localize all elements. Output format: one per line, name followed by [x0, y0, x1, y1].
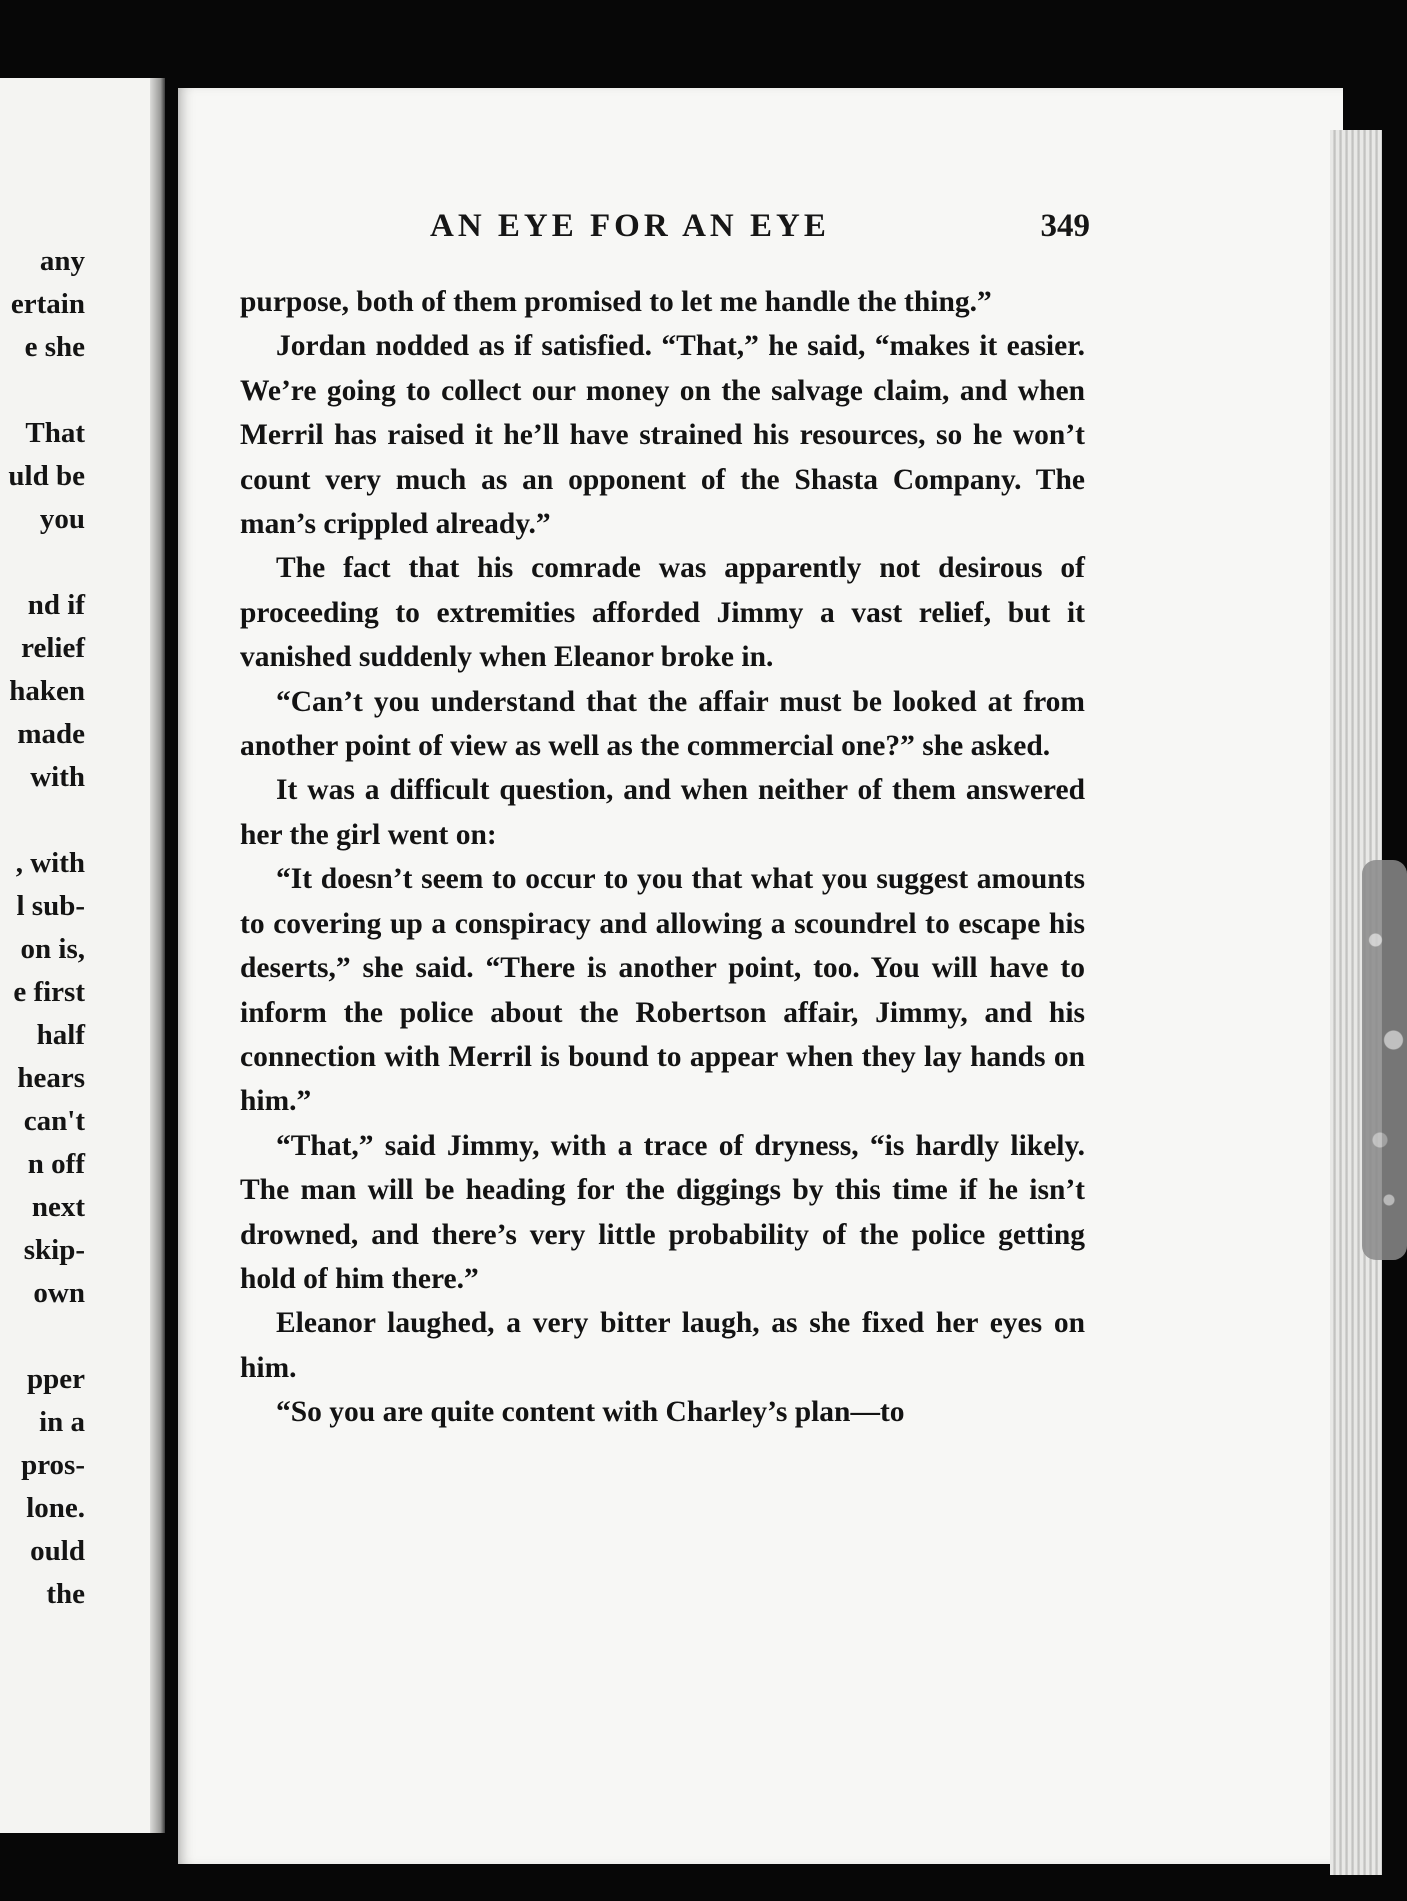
left-page-line: with: [30, 761, 85, 793]
paragraph: Jordan nodded as if satisfied. “That,” he said, “makes it easier. We’re going to collect our money on the salvage claim, and when Merril has raised it he’ll have strained his resources, so he won’t count very much as an opponent of the Shasta Company. The man’s crippled already.”: [240, 330, 1085, 541]
book-gutter: [150, 78, 165, 1833]
left-page-line: can't: [23, 1105, 85, 1137]
left-page-line: hears: [17, 1062, 85, 1094]
left-page-line: the: [46, 1578, 85, 1610]
paragraph: Eleanor laughed, a very bitter laugh, as she fixed her eyes on him.: [240, 1307, 1085, 1384]
left-page-line: e she: [24, 331, 85, 363]
body-text: [240, 280, 1085, 1435]
left-page-line: made: [17, 718, 85, 750]
left-page-line: haken: [9, 675, 85, 707]
left-page-line: l sub-: [16, 890, 85, 922]
running-head: [430, 208, 1090, 252]
scan-artifact: [1362, 860, 1407, 1260]
left-page-line: That: [25, 417, 85, 449]
left-page-line: skip-: [23, 1234, 85, 1266]
left-page-line: ould: [30, 1535, 85, 1567]
left-page-line: half: [36, 1019, 85, 1051]
left-page-line: pros-: [21, 1449, 85, 1481]
left-page-line: uld be: [8, 460, 85, 492]
left-page-line: own: [33, 1277, 85, 1309]
left-page-line: e first: [13, 976, 85, 1008]
paragraph: The fact that his comrade was apparently not desirous of proceeding to extremities afforded Jimmy a vast relief, but it vanished suddenly when Eleanor broke in.: [240, 552, 1085, 674]
left-page-line: any: [39, 245, 85, 277]
paragraph: “Can’t you understand that the affair must be looked at from another point of view as well as the commercial one?” she asked.: [240, 685, 1085, 763]
left-page-line: on is,: [20, 933, 85, 965]
page-number: 349: [1040, 208, 1090, 244]
header-title: AN EYE FOR AN EYE: [430, 208, 830, 244]
left-page-line: lone.: [26, 1492, 85, 1524]
left-page-line: ertain: [10, 288, 85, 320]
left-page-fragment: [0, 78, 165, 1833]
left-page-line: nd if: [27, 589, 85, 621]
left-page-line: you: [39, 503, 85, 535]
left-page-line: pper: [27, 1363, 85, 1395]
paragraph: “So you are quite content with Charley’s plan—to: [276, 1396, 905, 1429]
left-page-line: n off: [27, 1148, 85, 1180]
left-page-line: , with: [15, 847, 85, 879]
paragraph: “It doesn’t seem to occur to you that what you suggest amounts to covering up a conspiracy and allowing a scoundrel to escape his deserts,” she said. “There is another point, too. You will have to inform the police about the Robertson affair, Jimmy, and his connection with Merril is bound to appear when they lay hands on him.”: [240, 863, 1085, 1118]
paragraph: It was a difficult question, and when neither of them answered her the girl went on:: [240, 774, 1085, 851]
left-page-line: relief: [21, 632, 85, 664]
paragraph: “That,” said Jimmy, with a trace of dryness, “is hardly likely. The man will be heading for the diggings by this time if he isn’t drowned, and there’s very little probability of the police getting hold of him there.”: [240, 1129, 1085, 1295]
left-page-line: next: [31, 1191, 85, 1223]
paragraph: purpose, both of them promised to let me handle the thing.”: [240, 286, 992, 318]
left-page-line: in a: [39, 1406, 85, 1438]
